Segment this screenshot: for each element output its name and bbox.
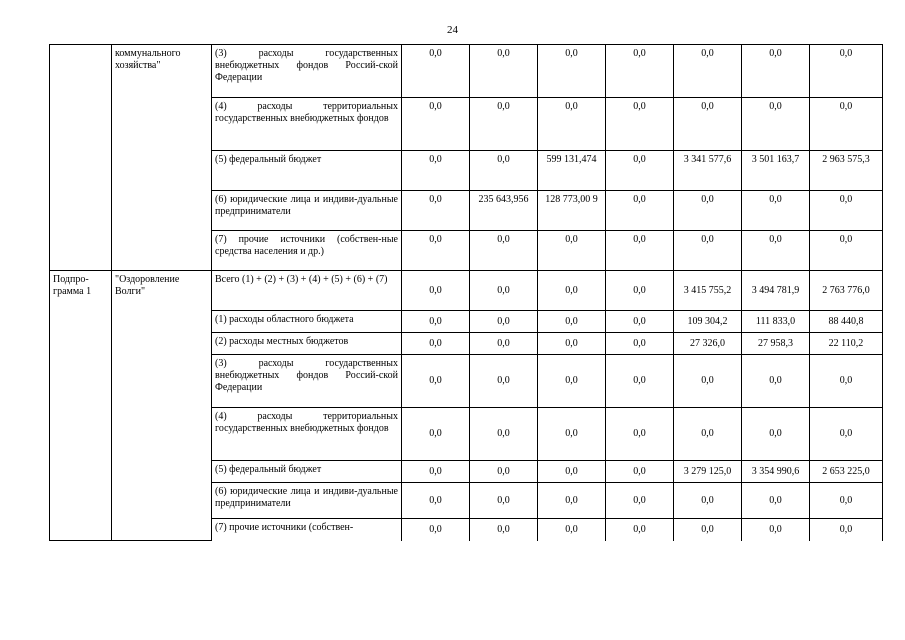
funding-source-cell: (4) расходы территориальных государственных внебюджетных фондов bbox=[212, 408, 402, 461]
value-cell: 128 773,00 9 bbox=[538, 191, 606, 231]
funding-source-cell: (2) расходы местных бюджетов bbox=[212, 333, 402, 355]
value-cell: 0,0 bbox=[674, 231, 742, 271]
value-cell: 0,0 bbox=[402, 98, 470, 151]
program-name-cell: "Оздоровление Волги" bbox=[112, 271, 212, 541]
funding-source-cell: (3) расходы государственных внебюджетных фондов Россий-ской Федерации bbox=[212, 355, 402, 408]
value-cell: 0,0 bbox=[742, 519, 810, 541]
value-cell: 0,0 bbox=[810, 231, 883, 271]
value-cell: 0,0 bbox=[606, 311, 674, 333]
value-cell: 0,0 bbox=[742, 483, 810, 519]
value-cell: 0,0 bbox=[402, 355, 470, 408]
value-cell: 0,0 bbox=[606, 45, 674, 98]
value-cell: 0,0 bbox=[538, 231, 606, 271]
value-cell: 0,0 bbox=[538, 311, 606, 333]
value-cell: 0,0 bbox=[606, 333, 674, 355]
value-cell: 0,0 bbox=[674, 408, 742, 461]
value-cell: 0,0 bbox=[470, 408, 538, 461]
value-cell: 0,0 bbox=[742, 355, 810, 408]
value-cell: 0,0 bbox=[538, 408, 606, 461]
value-cell: 22 110,2 bbox=[810, 333, 883, 355]
value-cell: 27 326,0 bbox=[674, 333, 742, 355]
value-cell: 0,0 bbox=[742, 408, 810, 461]
value-cell: 0,0 bbox=[606, 461, 674, 483]
value-cell: 0,0 bbox=[742, 45, 810, 98]
value-cell: 0,0 bbox=[674, 519, 742, 541]
value-cell: 0,0 bbox=[538, 461, 606, 483]
funding-source-cell: (7) прочие источники (собствен-ные средства населения и др.) bbox=[212, 231, 402, 271]
table-row bbox=[50, 271, 883, 311]
funding-source-cell: (6) юридические лица и индиви-дуальные предприниматели bbox=[212, 483, 402, 519]
value-cell: 0,0 bbox=[470, 271, 538, 311]
funding-source-cell: (7) прочие источники (собствен- bbox=[212, 519, 402, 541]
value-cell: 3 354 990,6 bbox=[742, 461, 810, 483]
value-cell: 0,0 bbox=[810, 408, 883, 461]
program-cell: Подпро-грамма 1 bbox=[50, 271, 112, 541]
value-cell: 0,0 bbox=[810, 45, 883, 98]
funding-source-cell: (5) федеральный бюджет bbox=[212, 461, 402, 483]
value-cell: 3 494 781,9 bbox=[742, 271, 810, 311]
value-cell: 0,0 bbox=[810, 483, 883, 519]
value-cell: 0,0 bbox=[470, 519, 538, 541]
value-cell: 88 440,8 bbox=[810, 311, 883, 333]
value-cell: 2 763 776,0 bbox=[810, 271, 883, 311]
value-cell: 0,0 bbox=[470, 333, 538, 355]
value-cell: 2 653 225,0 bbox=[810, 461, 883, 483]
value-cell: 0,0 bbox=[538, 45, 606, 98]
value-cell: 3 501 163,7 bbox=[742, 151, 810, 191]
program-name-cell: коммунального хозяйства" bbox=[112, 45, 212, 271]
value-cell: 0,0 bbox=[402, 408, 470, 461]
value-cell: 0,0 bbox=[470, 151, 538, 191]
value-cell: 0,0 bbox=[538, 271, 606, 311]
funding-source-cell: (3) расходы государственных внебюджетных фондов Россий-ской Федерации bbox=[212, 45, 402, 98]
value-cell: 2 963 575,3 bbox=[810, 151, 883, 191]
value-cell: 0,0 bbox=[606, 271, 674, 311]
value-cell: 0,0 bbox=[742, 98, 810, 151]
value-cell: 3 341 577,6 bbox=[674, 151, 742, 191]
value-cell: 0,0 bbox=[606, 151, 674, 191]
value-cell: 0,0 bbox=[402, 191, 470, 231]
value-cell: 599 131,474 bbox=[538, 151, 606, 191]
funding-source-cell: (1) расходы областного бюджета bbox=[212, 311, 402, 333]
value-cell: 0,0 bbox=[402, 519, 470, 541]
value-cell: 0,0 bbox=[470, 231, 538, 271]
value-cell: 3 415 755,2 bbox=[674, 271, 742, 311]
funding-source-cell: Всего (1) + (2) + (3) + (4) + (5) + (6) + (7) bbox=[212, 271, 402, 311]
value-cell: 0,0 bbox=[742, 191, 810, 231]
value-cell: 0,0 bbox=[742, 231, 810, 271]
value-cell: 111 833,0 bbox=[742, 311, 810, 333]
value-cell: 0,0 bbox=[606, 191, 674, 231]
value-cell: 0,0 bbox=[402, 151, 470, 191]
value-cell: 0,0 bbox=[470, 461, 538, 483]
funding-source-cell: (6) юридические лица и индиви-дуальные предприниматели bbox=[212, 191, 402, 231]
funding-source-cell: (4) расходы территориальных государственных внебюджетных фондов bbox=[212, 98, 402, 151]
value-cell: 0,0 bbox=[674, 98, 742, 151]
value-cell: 0,0 bbox=[402, 311, 470, 333]
value-cell: 0,0 bbox=[606, 483, 674, 519]
table-row bbox=[50, 45, 883, 98]
value-cell: 0,0 bbox=[470, 311, 538, 333]
value-cell: 0,0 bbox=[674, 191, 742, 231]
value-cell: 0,0 bbox=[470, 98, 538, 151]
value-cell: 0,0 bbox=[606, 408, 674, 461]
funding-source-cell: (5) федеральный бюджет bbox=[212, 151, 402, 191]
value-cell: 0,0 bbox=[606, 231, 674, 271]
value-cell: 0,0 bbox=[470, 483, 538, 519]
value-cell: 0,0 bbox=[810, 98, 883, 151]
value-cell: 0,0 bbox=[470, 45, 538, 98]
value-cell: 0,0 bbox=[538, 519, 606, 541]
value-cell: 0,0 bbox=[402, 333, 470, 355]
value-cell: 0,0 bbox=[538, 483, 606, 519]
value-cell: 0,0 bbox=[470, 355, 538, 408]
value-cell: 0,0 bbox=[674, 355, 742, 408]
budget-table bbox=[49, 44, 883, 541]
value-cell: 0,0 bbox=[402, 461, 470, 483]
value-cell: 27 958,3 bbox=[742, 333, 810, 355]
value-cell: 0,0 bbox=[538, 333, 606, 355]
value-cell: 3 279 125,0 bbox=[674, 461, 742, 483]
value-cell: 0,0 bbox=[538, 355, 606, 408]
value-cell: 0,0 bbox=[674, 483, 742, 519]
budget-table-body bbox=[50, 45, 883, 541]
value-cell: 0,0 bbox=[402, 45, 470, 98]
page-number: 24 bbox=[447, 24, 458, 36]
value-cell: 0,0 bbox=[674, 45, 742, 98]
value-cell: 0,0 bbox=[810, 519, 883, 541]
value-cell: 0,0 bbox=[538, 98, 606, 151]
program-cell bbox=[50, 45, 112, 271]
value-cell: 0,0 bbox=[402, 231, 470, 271]
value-cell: 0,0 bbox=[606, 355, 674, 408]
value-cell: 0,0 bbox=[606, 98, 674, 151]
value-cell: 0,0 bbox=[402, 271, 470, 311]
value-cell: 0,0 bbox=[810, 355, 883, 408]
value-cell: 0,0 bbox=[810, 191, 883, 231]
value-cell: 0,0 bbox=[402, 483, 470, 519]
value-cell: 0,0 bbox=[606, 519, 674, 541]
value-cell: 109 304,2 bbox=[674, 311, 742, 333]
value-cell: 235 643,956 bbox=[470, 191, 538, 231]
